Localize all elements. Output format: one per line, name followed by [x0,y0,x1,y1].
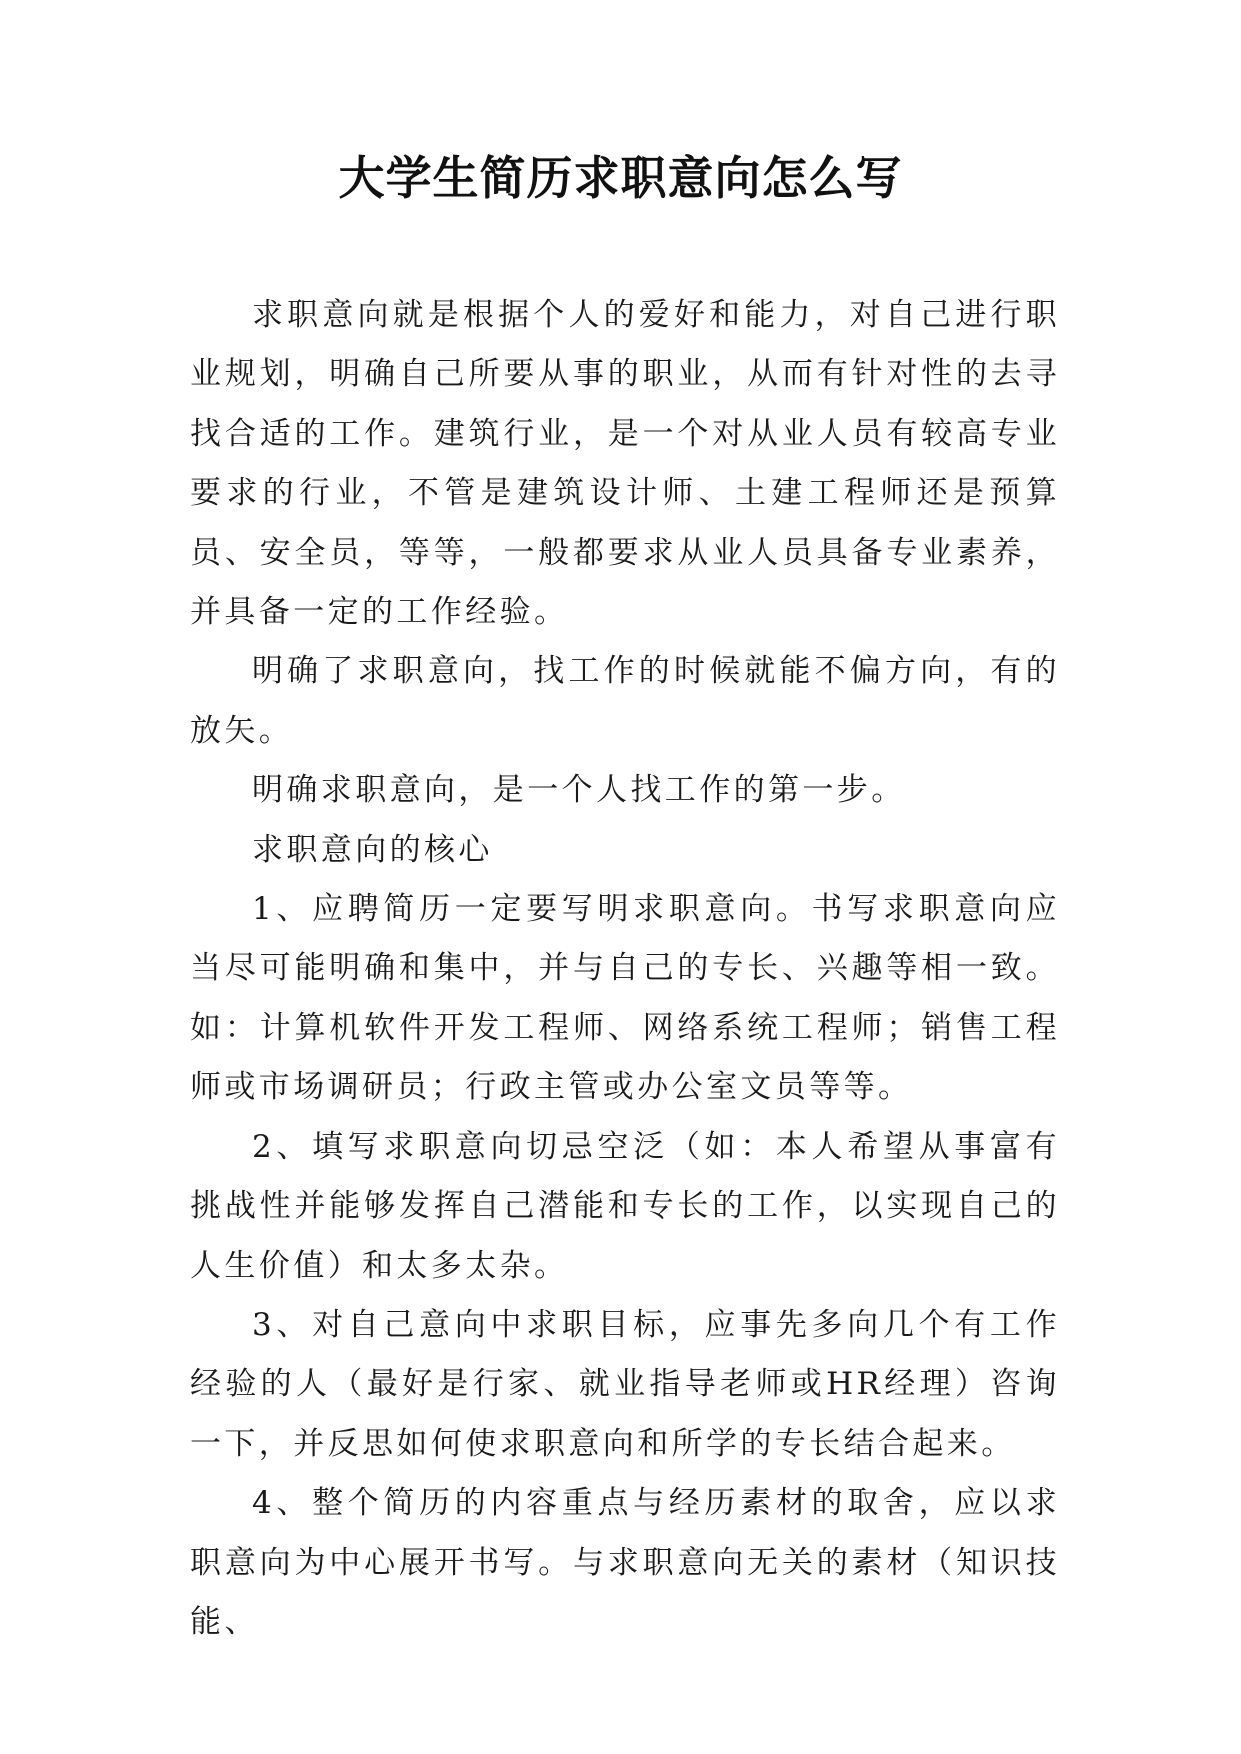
document-body [190,286,1060,1652]
section-heading-core: 求职意向的核心 [252,831,493,868]
document-title: 大学生简历求职意向怎么写 [338,151,903,205]
paragraph-first-step: 明确求职意向，是一个人找工作的第一步。 [252,772,906,809]
paragraph-point-1: 1、应聘简历一定要写明求职意向。书写求职意向应当尽可能明确和集中，并与自己的专长、兴趣等相一致。如：计算机软件开发工程师、网络系统工程师；销售工程师或市场调研员；行政主管或办公室文员等等。 [190,891,1060,1106]
paragraph-point-3: 3、对自己意向中求职目标，应事先多向几个有工作经验的人（最好是行家、就业指导老师或HR经理）咨询一下，并反思如何使求职意向和所学的专长结合起来。 [190,1306,1060,1462]
paragraph-point-4: 4、整个简历的内容重点与经历素材的取舍，应以求职意向为中心展开书写。与求职意向无关的素材（知识技能、 [190,1485,1060,1640]
paragraph-point-2: 2、填写求职意向切忌空泛（如：本人希望从事富有挑战性并能够发挥自己潜能和专长的工作，以实现自己的人生价值）和太多太杂。 [190,1128,1060,1284]
paragraph-intro: 求职意向就是根据个人的爱好和能力，对自己进行职业规划，明确自己所要从事的职业，从而有针对性的去寻找合适的工作。建筑行业，是一个对从业人员有较高专业要求的行业，不管是建筑设计师、土建工程师还是预算员、安全员，等等，一般都要求从业人员具备专业素养，并具备一定的工作经验。 [190,297,1060,631]
paragraph-clear-direction: 明确了求职意向，找工作的时候就能不偏方向，有的放矢。 [190,653,1060,749]
